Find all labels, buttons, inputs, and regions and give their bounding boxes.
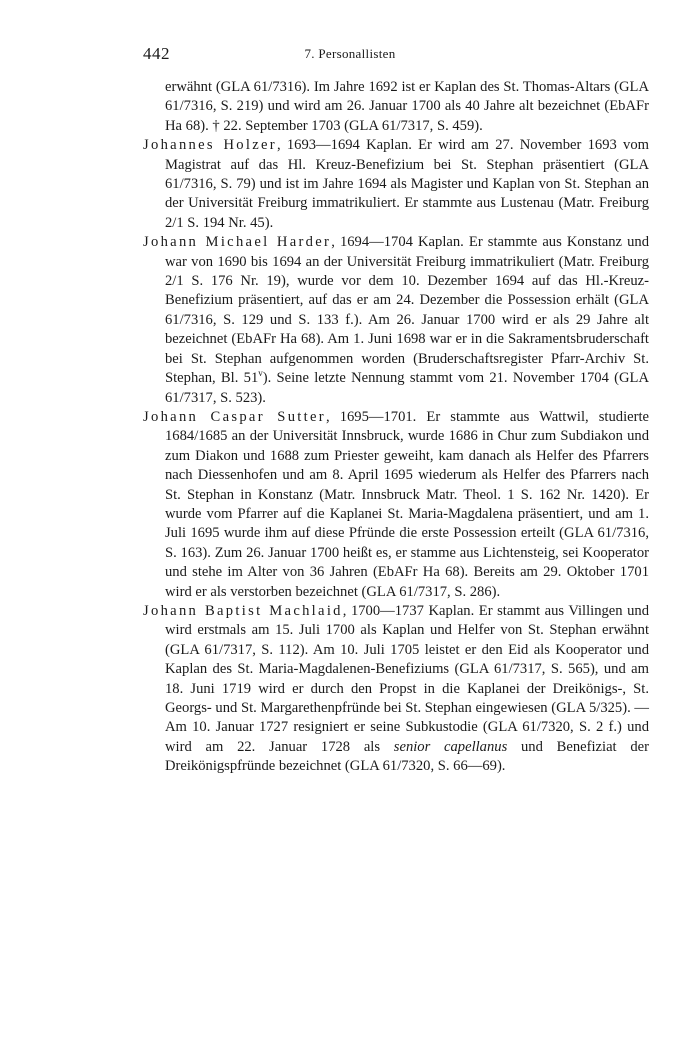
entry-text: , 1695—1701. Er stammte aus Wattwil, studierte 1684/1685 an der Universität Innsbruck, wurde 1686 in Chur zum Subdiakon und zum Diakon und 1688 zum Priester geweiht, kam danach als Helfer des Pfarrers nach Diessenhofen und am 8. April 1695 wiederum als Helfer des Pfarrers nach St. Stephan in Konstanz (Matr. Innsbruck Matr. Theol. 1 S. 162 Nr. 1420). Er wurde vom Pfarrer auf die Kaplanei St. Maria-Magdalena präsentiert, und am 1. Juli 1695 wurde ihm auf diese Pfründe die erste Possession erteilt (GLA 61/7316, S. 163). Zum 26. Januar 1700 heißt es, er stamme aus Lichtensteig, sei Kooperator und stehe im Alter von 36 Jahren (EbAFr Ha 68). Bereits am 29. Oktober 1701 wird er als verstorben bezeichnet (GLA 61/7317, S. 286). bbox=[165, 408, 650, 600]
page-body bbox=[143, 78, 649, 777]
entry-text: , 1694—1704 Kaplan. Er stammte aus Konstanz und war von 1690 bis 1694 an der Universität Freiburg immatrikuliert (Matr. Freiburg 2/1 S. 176 Nr. 19), wurde vor dem 10. Dezember 1694 auf das Hl.-Kreuz-Benefizium präsentiert, auf das er am 24. Dezember die Possession erhält (GLA 61/7316, S. 129 und S. 133 f.). Am 26. Januar 1700 wird er als 29 Jahre alt bezeichnet (EbAFr Ha 68). Am 1. Juni 1698 war er in die Sakramentsbruderschaft bei St. Stephan aufgenommen worden (Bruderschaftsregister Pfarr-Archiv St. Stephan, Bl. 51 bbox=[165, 234, 649, 387]
running-head: 7. Personallisten bbox=[304, 46, 396, 61]
entry-text: , 1700—1737 Kaplan. Er stammt aus Villingen und wird erstmals am 15. Juli 1700 als Kaplan und Helfer von St. Stephan erwähnt (GLA 61/7317, S. 112). Am 10. Juli 1705 leistet er den Eid als Kooperator und Kaplan des St. Maria-Magdalenen-Benefiziums (GLA 61/7317, S. 565), und am 18. Juni 1719 wird er durch den Propst in die Kaplanei der Dreikönigs-, St. Georgs- und St. Margarethenpfründe bei St. Stephan eingewiesen (GLA 5/325). — Am 10. Januar 1727 resigniert er seine Subkustodie (GLA 61/7320, S. 2 f.) und wird am 22. Januar 1728 als bbox=[165, 602, 649, 755]
entry-name: Johann Caspar Sutter bbox=[143, 408, 326, 425]
entry-name: Johannes Holzer bbox=[143, 137, 277, 154]
entry-holzer bbox=[143, 136, 649, 233]
entry-harder bbox=[143, 233, 649, 408]
entry-machlaid bbox=[143, 602, 649, 777]
entry-italic: senior capellanus bbox=[393, 738, 508, 755]
entry-text-end: und Benefiziat der Dreikönigspfründe bezeichnet (GLA 61/7320, S. 66—69). bbox=[165, 738, 649, 775]
entry-text: erwähnt (GLA 61/7316). Im Jahre 1692 ist er Kaplan des St. Thomas-Altars (GLA 61/7316, S. 219) und wird am 26. Januar 1700 als 40 Jahre alt bezeichnet (EbAFr Ha 68). † 22. September 1703 (GLA 61/7317, S. 459). bbox=[165, 79, 649, 134]
entry-text: , 1693—1694 Kaplan. Er wird am 27. November 1693 vom Magistrat auf das Hl. Kreuz-Benefizium bei St. Stephan präsentiert (GLA 61/7316, S. 79) und ist im Jahre 1694 als Magister und Kaplan von St. Stephan an der Universität Freiburg immatrikuliert. Er stammte aus Lustenau (Matr. Freiburg 2/1 S. 194 Nr. 45). bbox=[165, 137, 649, 231]
page-number: 442 bbox=[143, 44, 170, 63]
entry-name: Johann Baptist Machlaid bbox=[143, 602, 343, 619]
superscript: v bbox=[258, 368, 263, 379]
entry-continuation bbox=[143, 78, 649, 136]
entry-sutter bbox=[143, 408, 649, 602]
entry-text-end: ). Seine letzte Nennung stammt vom 21. November 1704 (GLA 61/7317, S. 523). bbox=[165, 370, 650, 406]
entry-name: Johann Michael Harder bbox=[143, 234, 332, 251]
